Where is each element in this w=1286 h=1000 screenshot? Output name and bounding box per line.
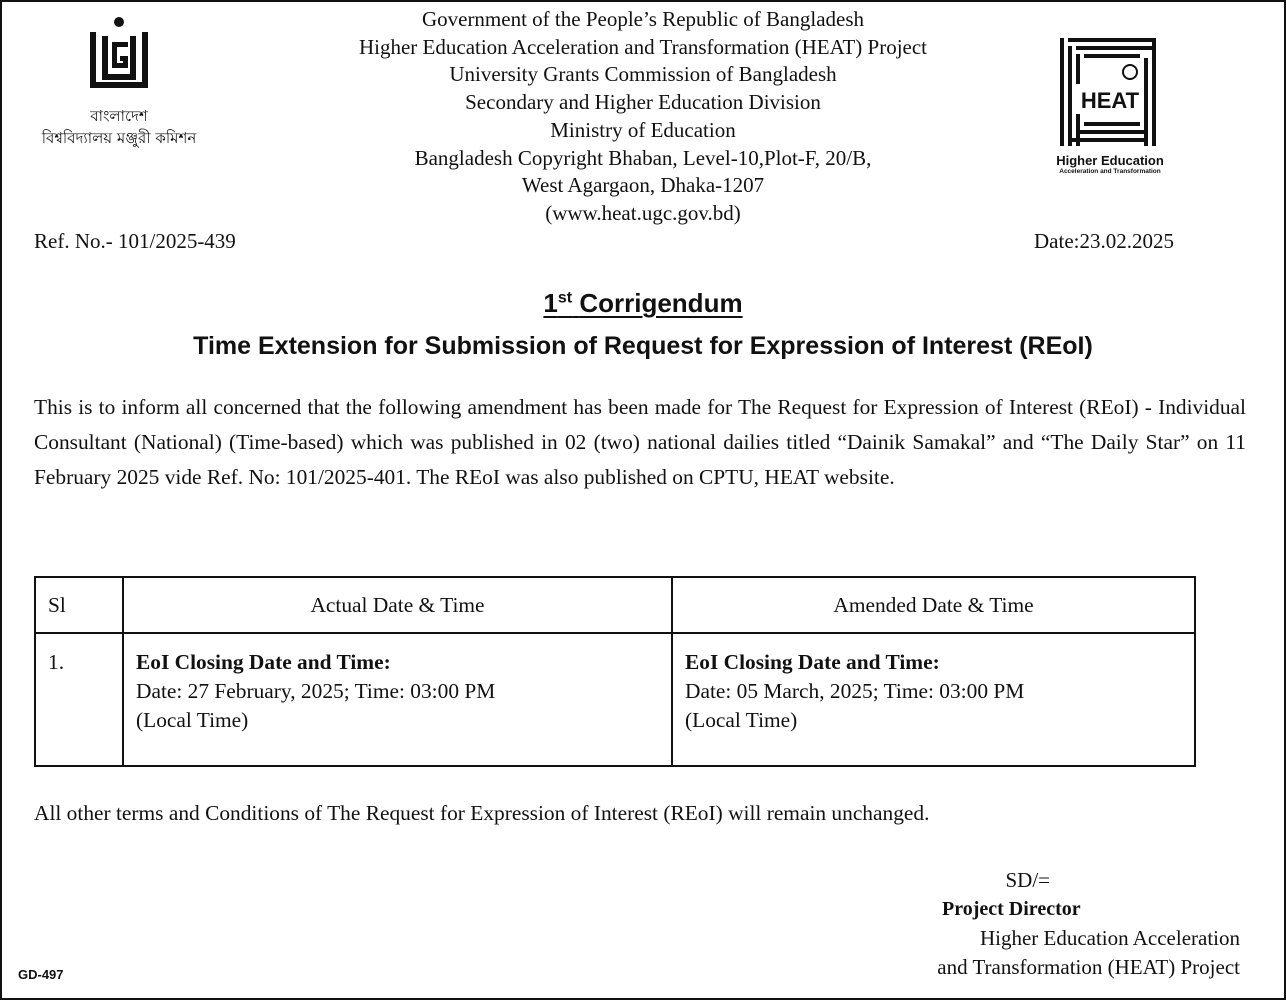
row-sl: 1. — [35, 633, 123, 766]
letterhead-line: (www.heat.ugc.gov.bd) — [545, 200, 741, 225]
signatory-org-line-1: Higher Education Acceleration — [979, 926, 1240, 950]
closing-note: All other terms and Conditions of The Request for Expression of Interest (REoI) will remain unchanged. — [34, 801, 930, 825]
signature-sd: SD/= — [1005, 868, 1050, 892]
amended-label: EoI Closing Date and Time: — [685, 650, 940, 674]
letterhead-line: University Grants Commission of Bangladesh — [449, 62, 837, 87]
signatory-title: Project Director — [942, 898, 1081, 920]
corrigendum-title — [0, 288, 1286, 319]
letterhead-line: West Agargaon, Dhaka-1207 — [521, 173, 765, 198]
actual-note: (Local Time) — [136, 708, 249, 732]
letterhead-line: Higher Education Acceleration and Transformation (HEAT) Project — [358, 34, 927, 59]
notice-subtitle: Time Extension for Submission of Request for Expression of Interest (REoI) — [193, 332, 1093, 360]
actual-value: Date: 27 February, 2025; Time: 03:00 PM — [136, 679, 496, 703]
letterhead-line: Ministry of Education — [550, 117, 736, 142]
amended-value: Date: 05 March, 2025; Time: 03:00 PM — [685, 679, 1025, 703]
header-actual: Actual Date & Time — [123, 577, 672, 633]
letterhead-line: Government of the People’s Republic of Bangladesh — [421, 7, 865, 31]
signatory-org-line-2: and Transformation (HEAT) Project — [937, 955, 1240, 979]
actual-label: EoI Closing Date and Time: — [136, 650, 391, 674]
reference-number: Ref. No.- 101/2025-439 — [34, 229, 236, 253]
heat-logo-word: HEAT — [1080, 88, 1140, 113]
row-amended — [672, 633, 1195, 766]
letterhead-line: Bangladesh Copyright Bhaban, Level-10,Plot-F, 20/B, — [414, 145, 872, 170]
heat-logo-tagline: Acceleration and Transformation — [1059, 168, 1161, 175]
letterhead — [0, 6, 1286, 228]
issue-date: Date:23.02.2025 — [1034, 229, 1174, 253]
ugc-logo-line-1: বাংলাদেশ — [90, 107, 148, 125]
row-actual — [123, 633, 672, 766]
corrigendum-word: Corrigendum — [579, 288, 743, 318]
ugc-logo-line-2: বিশ্ববিদ্যালয় মঞ্জুরী কমিশন — [41, 129, 197, 147]
ordinal-suffix: st — [557, 289, 573, 307]
intro-paragraph: This is to inform all concerned that the following amendment has been made for The Request for Expression of Interest (REoI) - Individual Consultant (National) (Time-based) which was published in 02 (two) national dailies titled “Dainik Samakal” and “The Daily Star” on 11 February 2025 vide Ref. No: 101/2025-401. The REoI was also published on CPTU, HEAT website. — [34, 395, 1246, 489]
table-row — [35, 633, 1195, 766]
amendment-table — [34, 576, 1196, 767]
heat-logo-subtitle: Higher Education — [1056, 153, 1164, 168]
ordinal-number: 1 — [543, 288, 558, 318]
letterhead-line: Secondary and Higher Education Division — [465, 90, 821, 115]
header-amended: Amended Date & Time — [672, 577, 1195, 633]
amended-note: (Local Time) — [685, 708, 798, 732]
signature-block — [880, 866, 1240, 982]
table-header-row — [35, 577, 1195, 633]
header-sl: Sl — [35, 577, 123, 633]
footer-code: GD-497 — [18, 967, 64, 982]
